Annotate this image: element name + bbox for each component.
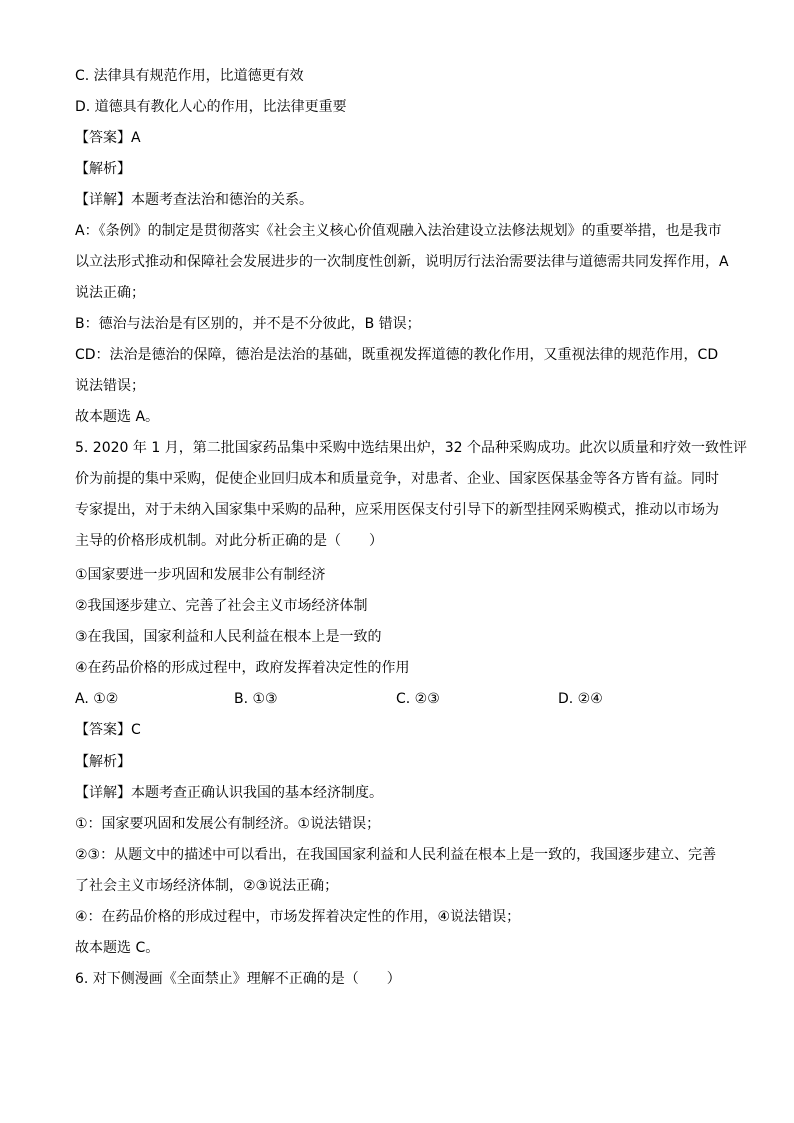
explanation-a-line: A：《条例》的制定是贯彻落实《社会主义核心价值观融入法治建设立法修法规划》的重要举措，也是我市 xyxy=(75,223,722,239)
detail-label: 【详解】本题考查法治和德治的关系。 xyxy=(75,192,313,208)
explanation-a-line: 以立法形式推动和保障社会发展进步的一次制度性创新，说明厉行法治需要法律与道德需共同发挥作用，A xyxy=(75,254,729,270)
option-d: D. ②④ xyxy=(558,691,603,707)
question-stem-line: 价为前提的集中采购，促使企业回归成本和质量竞争，对患者、企业、国家医保基金等各方皆有益。同时 xyxy=(75,471,719,487)
explanation-b-line: B：德治与法治是有区别的，并不是不分彼此，B 错误； xyxy=(75,316,421,332)
option-c: C. 法律具有规范作用，比道德更有效 xyxy=(75,68,304,84)
explanation-line: ②③：从题文中的描述中可以看出，在我国国家利益和人民利益在根本上是一致的，我国逐步建立、完善 xyxy=(75,847,717,863)
explanation-a-line: 说法正确； xyxy=(75,285,145,301)
statement-item: ③在我国，国家利益和人民利益在根本上是一致的 xyxy=(75,629,382,645)
explanation-cd-line: 说法错误； xyxy=(75,378,145,394)
analysis-label: 【解析】 xyxy=(75,754,131,770)
question-stem-line: 专家提出，对于未纳入国家集中采购的品种，应采用医保支付引导下的新型挂网采购模式，推动以市场为 xyxy=(75,502,719,518)
conclusion: 故本题选 A。 xyxy=(75,409,160,425)
statement-item: ①国家要进一步巩固和发展非公有制经济 xyxy=(75,567,326,583)
option-b: B. ①③ xyxy=(234,691,278,707)
detail-label: 【详解】本题考查正确认识我国的基本经济制度。 xyxy=(75,785,383,801)
statement-item: ④在药品价格的形成过程中，政府发挥着决定性的作用 xyxy=(75,660,410,676)
option-a: A. ①② xyxy=(75,691,119,707)
explanation-line: 了社会主义市场经济体制，②③说法正确； xyxy=(75,878,339,894)
question-stem-line: 5. 2020 年 1 月，第二批国家药品集中采购中选结果出炉，32 个品种采购成功。此次以质量和疗效一致性评 xyxy=(75,440,747,456)
conclusion: 故本题选 C。 xyxy=(75,940,160,956)
answer-label: 【答案】A xyxy=(75,130,141,146)
answer-label: 【答案】C xyxy=(75,722,141,738)
statement-item: ②我国逐步建立、完善了社会主义市场经济体制 xyxy=(75,598,368,614)
option-d: D. 道德具有教化人心的作用，比法律更重要 xyxy=(75,99,347,115)
analysis-label: 【解析】 xyxy=(75,161,131,177)
question-stem-line: 6. 对下侧漫画《全面禁止》理解不正确的是（ ） xyxy=(75,971,401,987)
explanation-cd-line: CD：法治是德治的保障，德治是法治的基础，既重视发挥道德的教化作用，又重视法律的规范作用，CD xyxy=(75,347,719,363)
question-stem-line: 主导的价格形成机制。对此分析正确的是（ ） xyxy=(75,533,383,549)
option-c: C. ②③ xyxy=(396,691,440,707)
explanation-line: ①：国家要巩固和发展公有制经济。①说法错误； xyxy=(75,816,381,832)
explanation-line: ④：在药品价格的形成过程中，市场发挥着决定性的作用，④说法错误； xyxy=(75,909,521,925)
